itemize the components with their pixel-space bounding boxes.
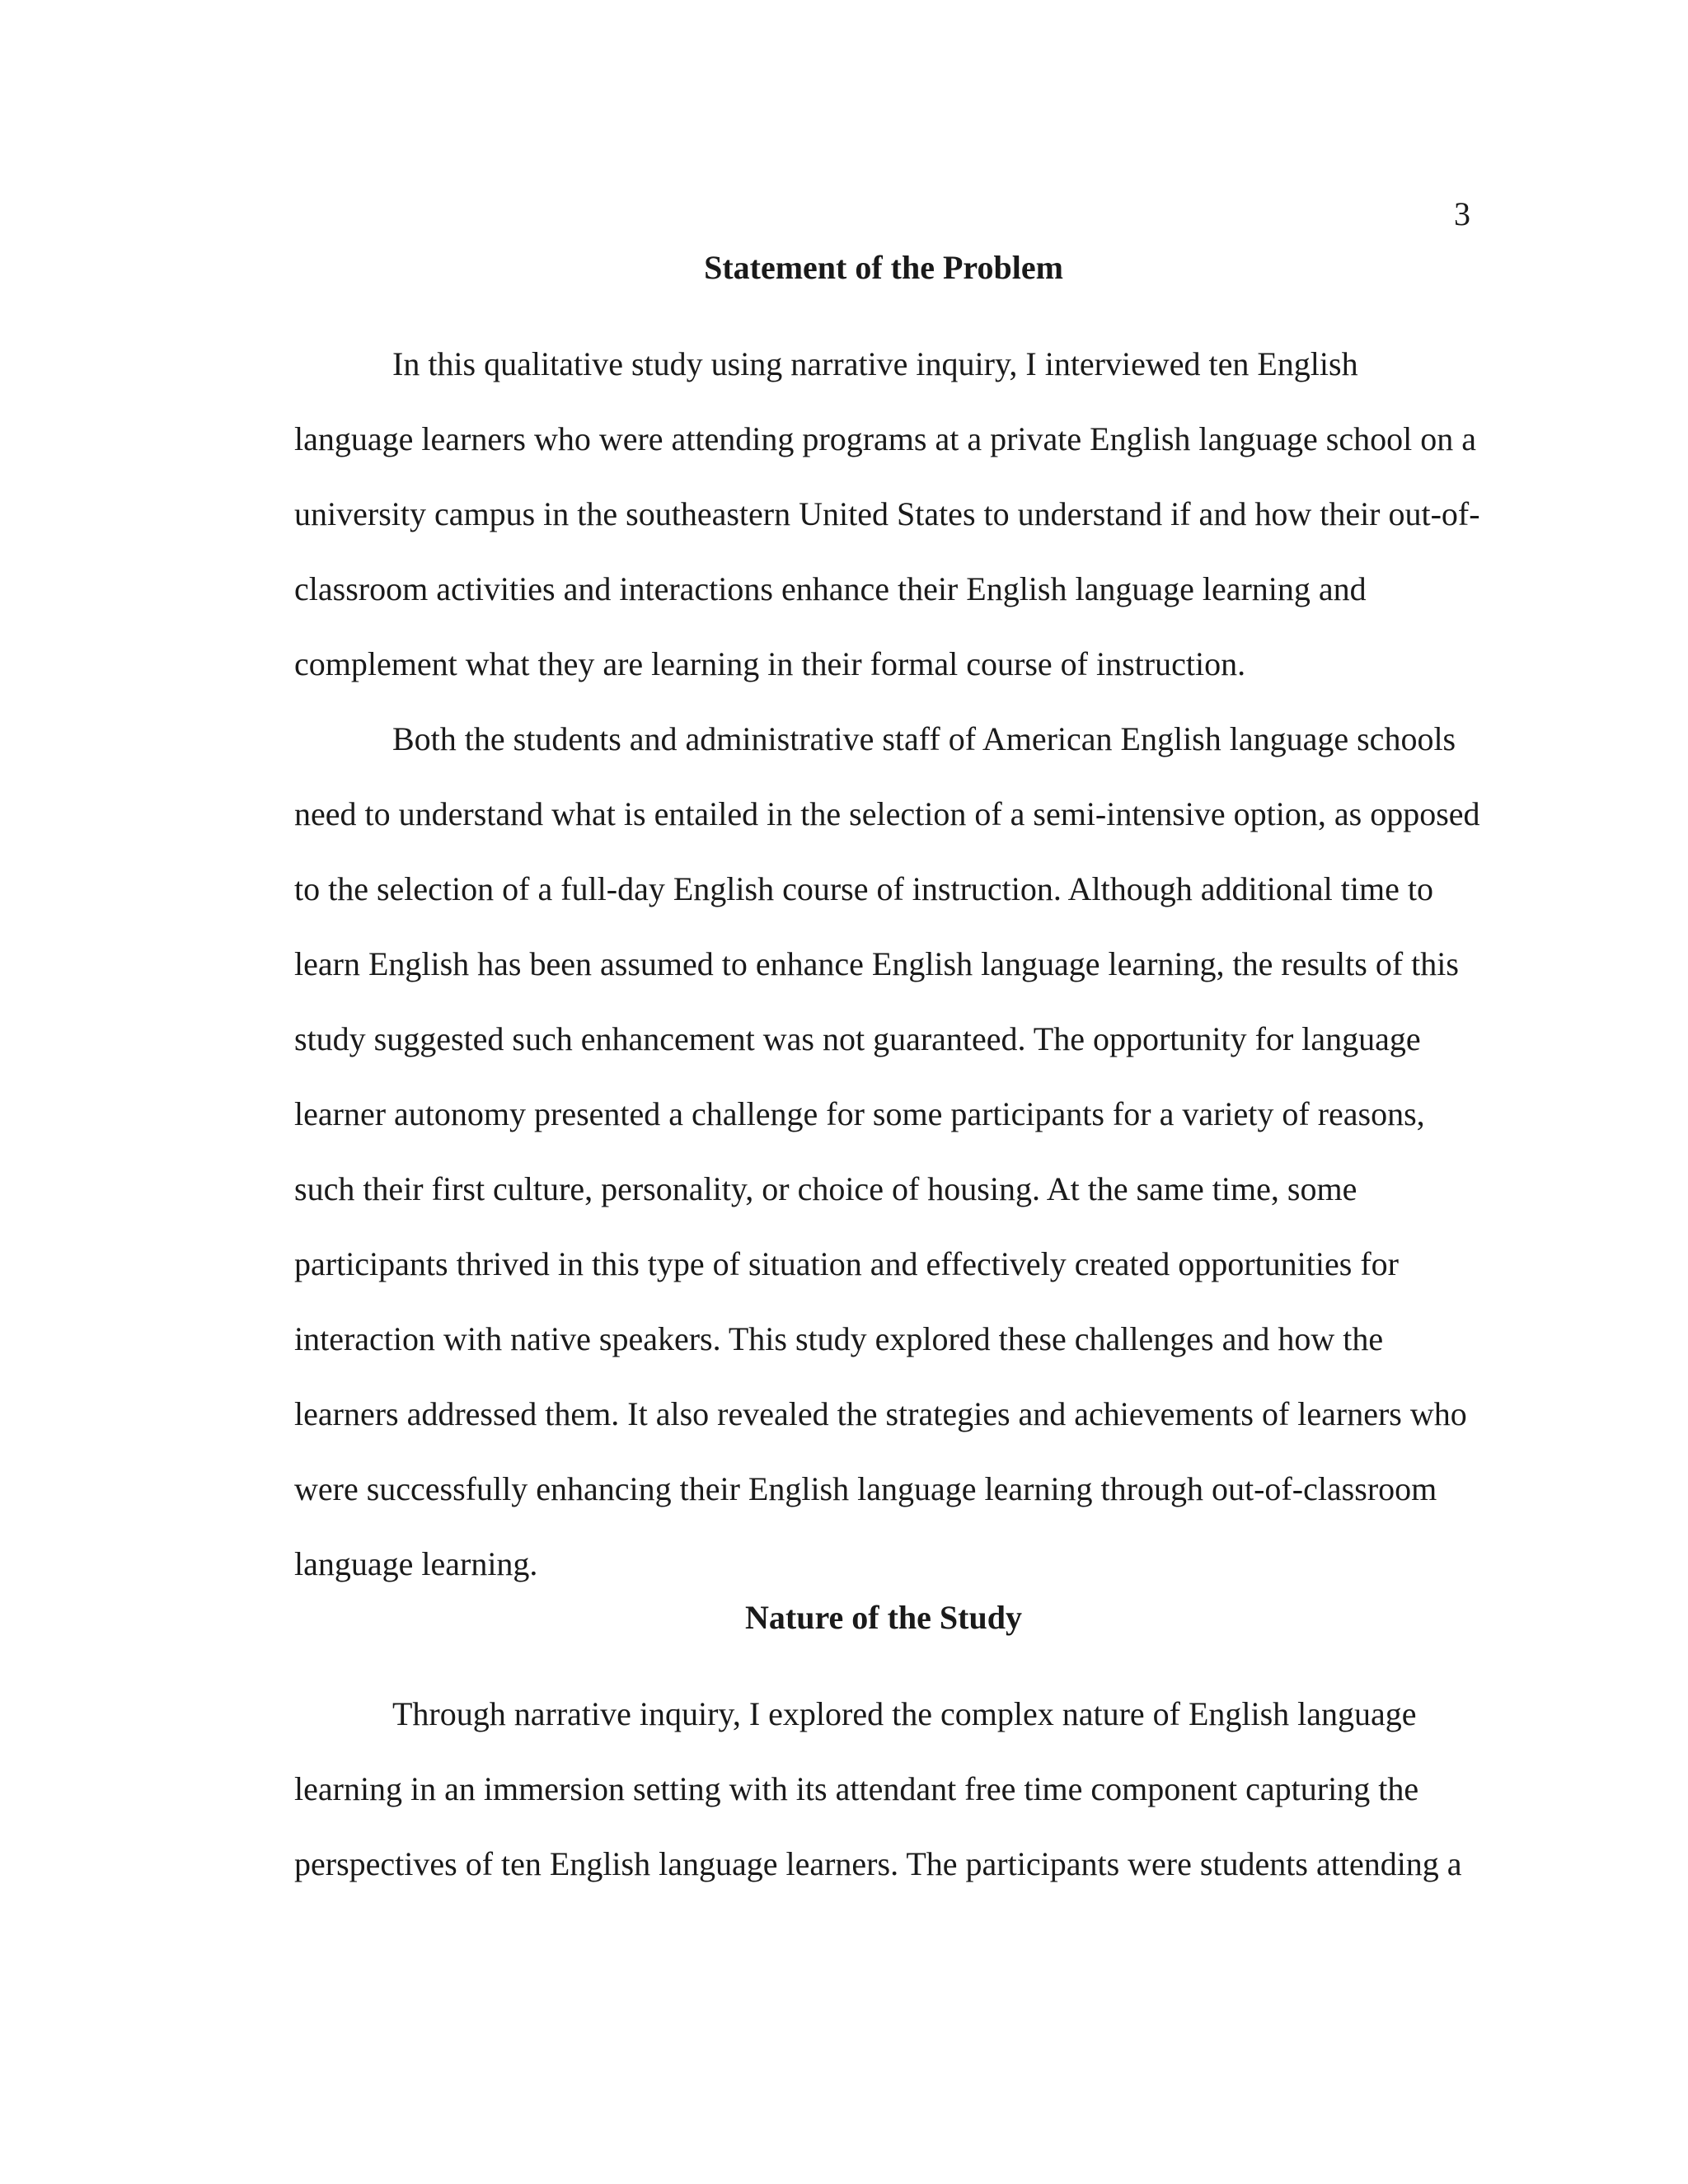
text-line: language learning. bbox=[294, 1545, 538, 1582]
paragraph bbox=[294, 701, 1480, 1601]
section-heading-nature: Nature of the Study bbox=[745, 1599, 1022, 1636]
text-line: learners addressed them. It also revealed the strategies and achievements of learners who bbox=[294, 1395, 1467, 1432]
text-line: need to understand what is entailed in the selection of a semi-intensive option, as opposed bbox=[294, 795, 1480, 832]
text-line: perspectives of ten English language learners. The participants were students attending a bbox=[294, 1845, 1462, 1882]
text-line: study suggested such enhancement was not guaranteed. The opportunity for language bbox=[294, 1020, 1421, 1057]
text-line: to the selection of a full-day English course of instruction. Although additional time to bbox=[294, 870, 1433, 907]
page-number: 3 bbox=[1454, 195, 1470, 232]
text-line: Through narrative inquiry, I explored the complex nature of English language bbox=[392, 1695, 1417, 1732]
document-body bbox=[294, 249, 1480, 1901]
text-line: learn English has been assumed to enhance English language learning, the results of this bbox=[294, 945, 1459, 982]
text-line: such their first culture, personality, or choice of housing. At the same time, some bbox=[294, 1170, 1357, 1207]
paragraph bbox=[294, 326, 1480, 701]
text-line: participants thrived in this type of situation and effectively created opportunities for bbox=[294, 1245, 1399, 1282]
text-line: university campus in the southeastern United States to understand if and how their out-of- bbox=[294, 495, 1480, 532]
paragraph bbox=[294, 1676, 1473, 1901]
text-line: were successfully enhancing their English language learning through out-of-classroom bbox=[294, 1470, 1437, 1507]
text-line: interaction with native speakers. This study explored these challenges and how the bbox=[294, 1320, 1384, 1357]
text-line: Both the students and administrative staff of American English language schools bbox=[392, 720, 1456, 757]
text-line: classroom activities and interactions enhance their English language learning and bbox=[294, 570, 1367, 607]
text-line: language learners who were attending programs at a private English language school on a bbox=[294, 420, 1476, 457]
text-line: learner autonomy presented a challenge for some participants for a variety of reasons, bbox=[294, 1095, 1425, 1132]
text-line: complement what they are learning in their formal course of instruction. bbox=[294, 645, 1246, 682]
text-line: In this qualitative study using narrative inquiry, I interviewed ten English bbox=[392, 345, 1358, 382]
text-line: learning in an immersion setting with its attendant free time component capturing the bbox=[294, 1770, 1419, 1807]
section-heading-statement: Statement of the Problem bbox=[704, 249, 1063, 286]
